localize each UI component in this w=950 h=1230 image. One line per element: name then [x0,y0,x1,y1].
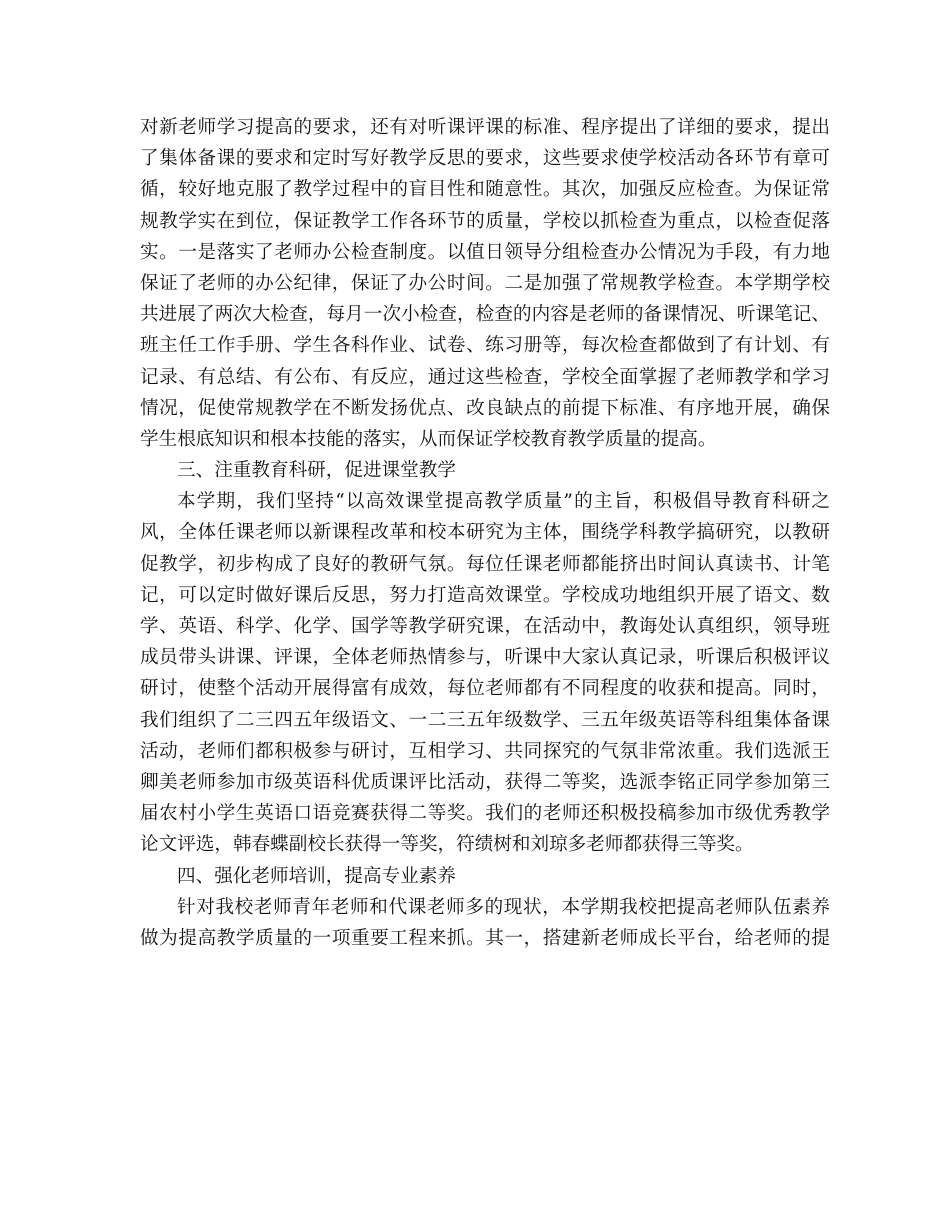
body-text-line: 情况，促使常规教学在不断发扬优点、改良缺点的前提下标准、有序地开展，确保 [140,397,830,419]
section-heading: 三、注重教育科研，促进课堂教学 [177,460,456,482]
body-text-line: 循，较好地克服了教学过程中的盲目性和随意性。其次，加强反应检查。为保证常 [140,179,830,201]
body-text-line: 做为提高教学质量的一项重要工程来抓。其一，搭建新老师成长平台，给老师的提 [140,927,830,949]
body-text-line: 卿美老师参加市级英语科优质课评比活动，获得二等奖，选派李铭正同学参加第三 [140,771,830,793]
section-heading: 四、强化老师培训，提高专业素养 [177,865,456,887]
body-text-line: 共进展了两次大检查，每月一次小检查，检查的内容是老师的备课情况、听课笔记、 [140,304,830,326]
paragraph-first-line: 针对我校老师青年老师和代课老师多的现状，本学期我校把提高老师队伍素养 [177,896,830,918]
body-text-line: 记，可以定时做好课后反思，努力打造高效课堂。学校成功地组织开展了语文、数 [140,584,830,606]
paragraph-last-line: 学生根底知识和根本技能的落实，从而保证学校教育教学质量的提高。 [140,428,717,450]
body-text-line: 班主任工作手册、学生各科作业、试卷、练习册等，每次检查都做到了有计划、有 [140,335,830,357]
body-text-line: 促教学，初步构成了良好的教研气氛。每位任课老师都能挤出时间认真读书、计笔 [140,553,830,575]
body-text-line: 研讨，使整个活动开展得富有成效，每位老师都有不同程度的收获和提高。同时， [140,678,830,700]
body-text-line: 风，全体任课老师以新课程改革和校本研究为主体，围绕学科教学搞研究，以教研 [140,522,830,544]
paragraph-last-line: 论文评选，韩春蝶副校长获得一等奖，符绩树和刘琼多老师都获得三等奖。 [140,834,754,856]
paragraph-first-line: 本学期，我们坚持“以高效课堂提高教学质量”的主旨，积极倡导教育科研之 [177,491,830,513]
body-text-line: 了集体备课的要求和定时写好教学反思的要求，这些要求使学校活动各环节有章可 [140,148,830,170]
body-text-line: 规教学实在到位，保证教学工作各环节的质量，学校以抓检查为重点，以检查促落 [140,210,830,232]
body-text-line: 我们组织了二三四五年级语文、一二三五年级数学、三五年级英语等科组集体备课 [140,709,830,731]
body-text-line: 活动，老师们都积极参与研讨，互相学习、共同探究的气氛非常浓重。我们选派王 [140,740,830,762]
body-text-line: 记录、有总结、有公布、有反应，通过这些检查，学校全面掌握了老师教学和学习 [140,366,830,388]
body-text-line: 学、英语、科学、化学、国学等教学研究课，在活动中，教诲处认真组织，领导班 [140,616,830,637]
document-body [140,112,830,954]
body-text-line: 届农村小学生英语口语竞赛获得二等奖。我们的老师还积极投稿参加市级优秀教学 [140,803,830,825]
body-text-line: 成员带头讲课、评课，全体老师热情参与，听课中大家认真记录，听课后积极评议 [140,647,830,669]
body-text-line: 实。一是落实了老师办公检查制度。以值日领导分组检查办公情况为手段，有力地 [140,241,830,263]
body-text-line: 对新老师学习提高的要求，还有对听课评课的标准、程序提出了详细的要求，提出 [140,117,830,138]
body-text-line: 保证了老师的办公纪律，保证了办公时间。二是加强了常规教学检查。本学期学校 [140,272,830,294]
